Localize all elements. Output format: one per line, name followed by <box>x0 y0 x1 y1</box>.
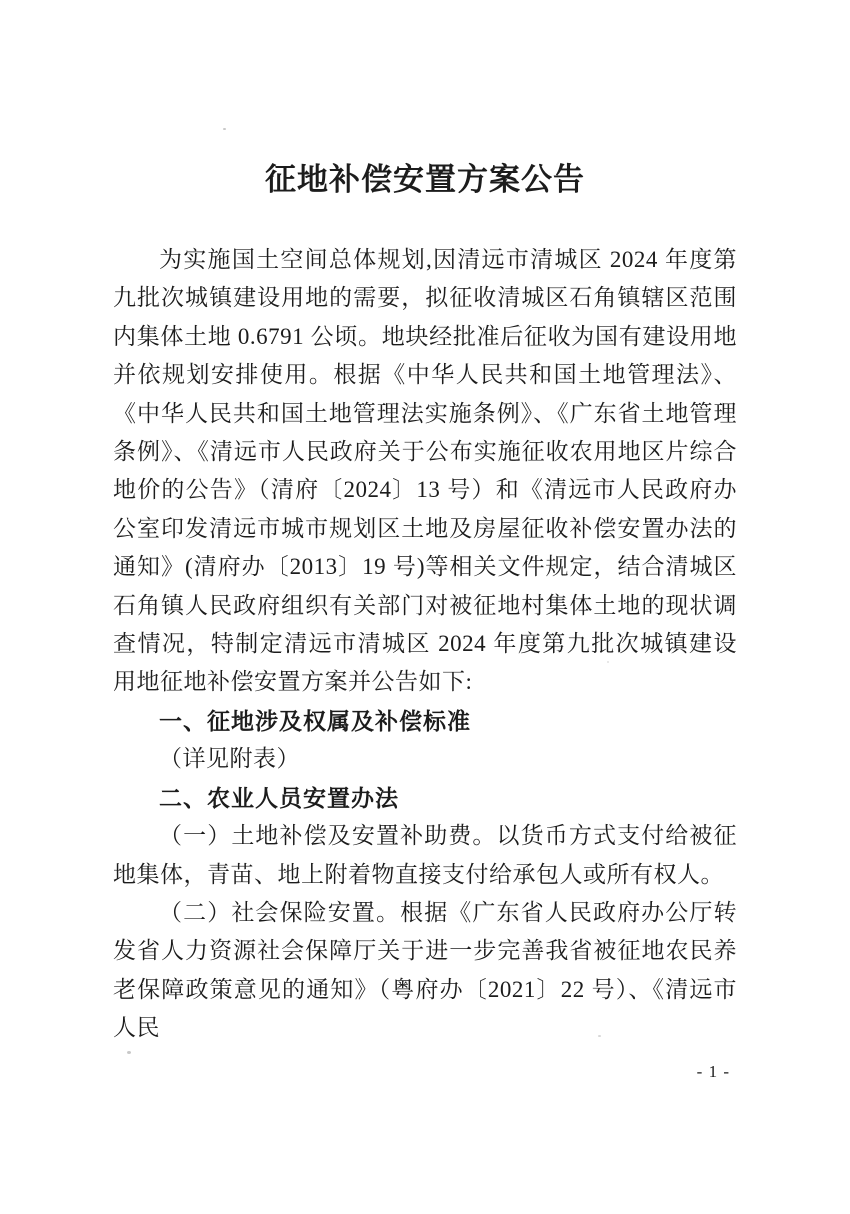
scan-speck <box>127 1051 131 1054</box>
page-number: - 1 - <box>696 1062 730 1081</box>
paragraph-intro: 为实施国土空间总体规划,因清远市清城区 2024 年度第九批次城镇建设用地的需要，拟征收清城区石角镇辖区范围内集体土地 0.6791 公顷。地块经批准后征收为国有建设用地并依规划安排使用。根据《中华人民共和国土地管理法》、《中华人民共和国土地管理法实施条例》、《广东省土地管理条例》、《清远市人民政府关于公布实施征收农用地区片综合地价的公告》（清府〔2024〕13 号）和《清远市人民政府办公室印发清远市城市规划区土地及房屋征收补偿安置办法的通知》(清府办〔2013〕19 号)等相关文件规定，结合清城区石角镇人民政府组织有关部门对被征地村集体土地的现状调查情况，特制定清远市清城区 2024 年度第九批次城镇建设用地征地补偿安置方案并公告如下: <box>113 247 737 695</box>
section-heading-2: 二、农业人员安置办法 <box>159 784 399 811</box>
paragraph-see-attached-table: （详见附表） <box>159 746 300 772</box>
paragraph-item-1-land-compensation: （一）土地补偿及安置补助费。以货币方式支付给被征地集体，青苗、地上附着物直接支付给承包人或所有权人。 <box>113 823 737 887</box>
paragraph-item-2-social-insurance: （二）社会保险安置。根据《广东省人民政府办公厅转发省人力资源社会保障厅关于进一步完善我省被征地农民养老保障政策意见的通知》（粤府办〔2021〕22 号）、《清远市人民 <box>113 899 737 1041</box>
scan-speck <box>223 128 226 130</box>
section-heading-1: 一、征地涉及权属及补偿标准 <box>159 707 471 734</box>
scan-speck <box>598 1035 601 1037</box>
document-title: 征地补偿安置方案公告 <box>265 162 585 197</box>
scan-speck <box>607 661 609 663</box>
document-body <box>113 241 737 1048</box>
